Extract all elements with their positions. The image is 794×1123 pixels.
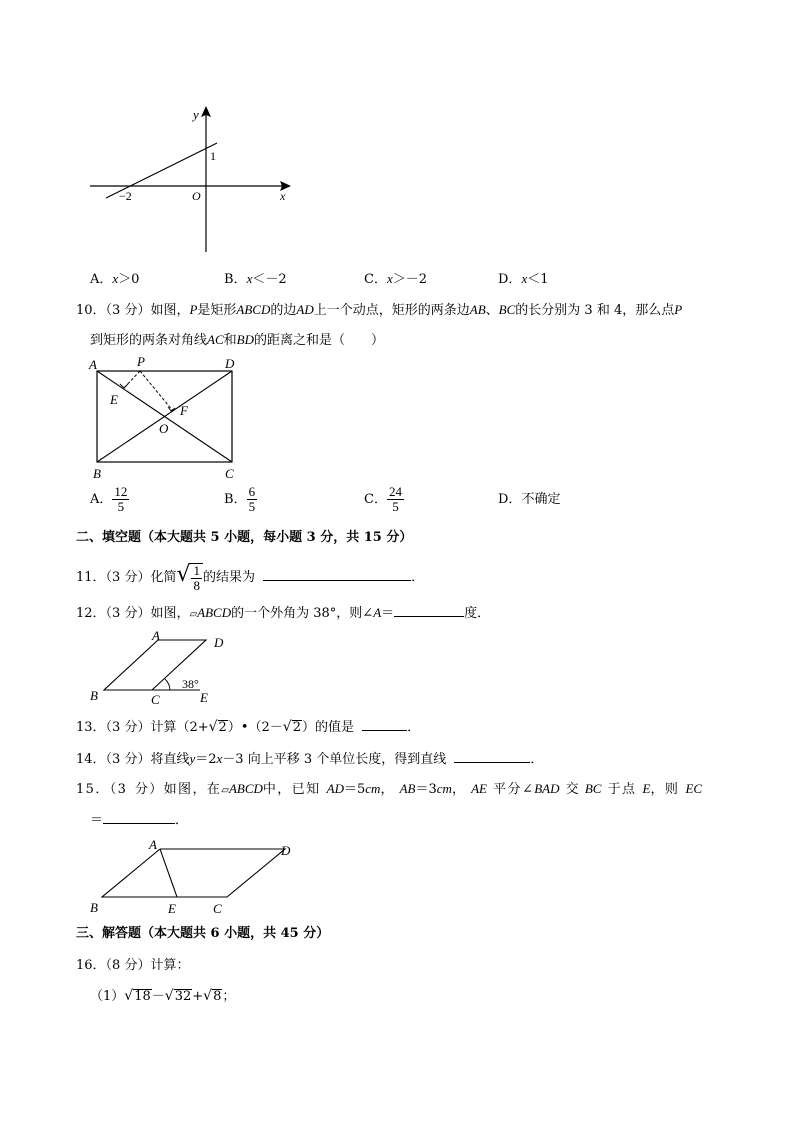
label-c: C <box>213 901 222 916</box>
option-letter: C． <box>364 492 387 507</box>
var-abcd: ABCD <box>236 302 271 317</box>
text: 中，已知 <box>262 782 321 797</box>
text: 交 <box>565 782 579 797</box>
radicand: 18 <box>134 989 151 1004</box>
text: ＝3 <box>415 782 437 797</box>
radical-sign: √ <box>203 988 213 1004</box>
parallelogram-symbol: ▱ <box>221 785 229 796</box>
option-letter: B． <box>224 492 247 507</box>
label-e: E <box>110 392 118 407</box>
text: ， <box>451 782 465 797</box>
option-text: ＞0 <box>118 272 140 287</box>
var-ad: AD <box>326 781 344 796</box>
label-b: B <box>90 688 98 703</box>
y-intercept-label: 1 <box>210 149 216 163</box>
label-o: O <box>159 421 169 436</box>
text: 10．（3 分）如图， <box>76 303 190 318</box>
text: ＝5 <box>344 782 366 797</box>
denominator: 5 <box>117 499 125 514</box>
q14 <box>76 749 543 769</box>
text: ＝2 <box>195 752 217 767</box>
q9-option-d <box>498 270 549 289</box>
answer-blank[interactable] <box>394 603 464 617</box>
parallelogram-outline <box>102 849 285 897</box>
q9-option-a <box>90 270 139 289</box>
q15-parallelogram-figure <box>85 835 300 920</box>
q9-option-b <box>224 270 287 289</box>
option-var: x <box>112 271 119 286</box>
var-abcd: ABCD <box>228 781 263 796</box>
numerator: 12 <box>114 484 128 499</box>
var-p: P <box>674 302 683 317</box>
radicand: 8 <box>213 989 222 1004</box>
text: 11．（3 分）化简 <box>76 570 177 585</box>
unit: cm <box>436 781 452 796</box>
text: 是矩形 <box>197 303 237 318</box>
option-text: ＜－2 <box>252 272 287 287</box>
answer-blank[interactable] <box>103 810 175 824</box>
text: 度． <box>464 606 491 621</box>
var-ac: AC <box>207 332 224 347</box>
var-bd: BD <box>236 332 254 347</box>
q10-option-b <box>224 485 257 515</box>
option-letter: D． <box>498 492 522 507</box>
label-d: D <box>214 635 224 650</box>
parallelogram-symbol: ▱ <box>189 609 198 620</box>
text: 12．（3 分）如图， <box>76 606 190 621</box>
perpendicular-pf <box>140 371 173 411</box>
text: ， <box>380 782 394 797</box>
unit: cm <box>365 781 381 796</box>
var-bc: BC <box>498 302 516 317</box>
x-axis-label: x <box>280 189 286 203</box>
text: 的长分别为 3 和 4，那么点 <box>515 303 675 318</box>
radical-sign: √ <box>164 988 174 1004</box>
label-d: D <box>225 356 235 371</box>
text: 15．（3 分）如图，在 <box>76 782 222 797</box>
q10-option-c <box>364 485 404 515</box>
label-c: C <box>225 466 234 481</box>
q12-parallelogram-figure <box>85 628 224 707</box>
option-text: ＜1 <box>527 272 549 287</box>
fraction <box>112 485 129 514</box>
text: 上一个动点，矩形的两条边 <box>313 303 470 318</box>
var-bad: BAD <box>534 781 560 796</box>
option-letter: A． <box>90 492 113 507</box>
text: ＝ <box>381 606 395 621</box>
text: 14．（3 分）将直线 <box>76 752 190 767</box>
radical-sign: √ <box>282 719 292 735</box>
var-ae: AE <box>471 781 487 796</box>
label-e: E <box>168 901 176 916</box>
text: 于点 <box>607 782 637 797</box>
part-label: （1） <box>90 989 125 1004</box>
q10-option-d <box>498 491 560 509</box>
text: 的边 <box>270 303 297 318</box>
text: 的结果为 <box>202 570 255 585</box>
option-letter: A． <box>90 272 113 287</box>
denominator: 5 <box>248 499 256 514</box>
label-e: E <box>200 690 208 705</box>
denominator: 5 <box>392 499 399 514</box>
label-b: B <box>90 900 98 915</box>
radical-sign: √ <box>208 719 218 735</box>
label-p: P <box>137 354 145 369</box>
text: ． <box>175 813 189 828</box>
denominator: 8 <box>193 577 200 593</box>
q9-graph <box>85 100 300 260</box>
var-y: y <box>189 751 196 766</box>
operator: － <box>151 989 165 1004</box>
text: ，则 <box>650 782 680 797</box>
label-b: B <box>93 466 101 481</box>
answer-blank[interactable] <box>263 567 411 581</box>
label-c: C <box>151 692 160 707</box>
text: 平分∠ <box>493 782 535 797</box>
q10-line1 <box>76 301 682 320</box>
text: －3 向上平移 3 个单位长度，得到直线 <box>222 752 447 767</box>
text: ＝ <box>90 813 104 828</box>
var-a: A <box>373 605 382 620</box>
text: ； <box>222 989 236 1004</box>
var-ab: AB <box>469 302 486 317</box>
option-letter: D． <box>498 272 522 287</box>
var-ec: EC <box>685 781 703 796</box>
numerator: 1 <box>193 562 200 578</box>
var-ad: AD <box>296 302 314 317</box>
q9-option-c <box>364 270 427 289</box>
section-3-heading: 三、解答题（本大题共 6 小题，共 45 分） <box>76 926 330 941</box>
option-var: x <box>521 271 528 286</box>
q10-option-a <box>90 485 129 515</box>
operator: + <box>192 989 204 1004</box>
fraction <box>387 485 404 514</box>
var-e: E <box>642 781 651 796</box>
numerator: 6 <box>248 484 256 499</box>
text: ． <box>530 752 544 767</box>
q16-part1 <box>90 987 235 1006</box>
option-text: 不确定 <box>521 492 561 507</box>
radical-sign: √ <box>176 562 191 587</box>
var-x: x <box>216 751 223 766</box>
label-a: A <box>152 628 160 643</box>
fraction-under-radical <box>190 563 203 593</box>
fraction <box>247 485 258 514</box>
answer-blank[interactable] <box>362 717 407 731</box>
x-intercept-label: −2 <box>119 189 132 203</box>
answer-blank[interactable] <box>454 749 530 763</box>
q10-rectangle-figure <box>85 353 250 483</box>
text: ）的值是 <box>301 720 354 735</box>
angle-label: 38° <box>182 677 199 691</box>
option-letter: C． <box>364 272 387 287</box>
text: 13．（3 分）计算（2+ <box>76 720 209 735</box>
text: 、 <box>485 303 499 318</box>
bisector-ae <box>160 849 177 897</box>
var-p: P <box>189 302 198 317</box>
text: ． <box>411 570 425 585</box>
angle-arc <box>165 679 170 690</box>
var-bc: BC <box>584 781 602 796</box>
radical-sign: √ <box>124 988 134 1004</box>
option-var: x <box>246 271 253 286</box>
radicand: 2 <box>292 720 301 735</box>
q15-line2 <box>90 810 188 830</box>
text: ）•（2－ <box>227 720 283 735</box>
text: ． <box>407 720 421 735</box>
var-abcd: ABCD <box>197 605 232 620</box>
text: 的一个外角为 38°，则∠ <box>231 606 374 621</box>
text: 的距离之和是（ ） <box>254 333 385 348</box>
text: 到矩形的两条对角线 <box>90 333 208 348</box>
option-letter: B． <box>224 272 247 287</box>
q15-line1 <box>76 780 702 800</box>
y-axis-label: y <box>193 107 199 122</box>
option-text: ＞－2 <box>392 272 428 287</box>
section-2-heading: 二、填空题（本大题共 5 小题，每小题 3 分，共 15 分） <box>76 530 413 545</box>
origin-label: O <box>192 189 201 203</box>
option-var: x <box>386 271 393 286</box>
q10-line2 <box>90 331 384 350</box>
label-d: D <box>281 843 291 858</box>
q11 <box>76 560 424 593</box>
radicand: 32 <box>174 989 192 1004</box>
radicand: 2 <box>218 720 227 735</box>
q16-title: 16．（8 分）计算： <box>76 958 190 973</box>
text: 和 <box>223 333 237 348</box>
numerator: 24 <box>388 484 402 499</box>
label-a: A <box>89 357 97 372</box>
label-f: F <box>180 403 188 418</box>
q13 <box>76 717 420 737</box>
var-ab: AB <box>399 781 416 796</box>
q12 <box>76 603 490 624</box>
label-a: A <box>149 837 157 852</box>
